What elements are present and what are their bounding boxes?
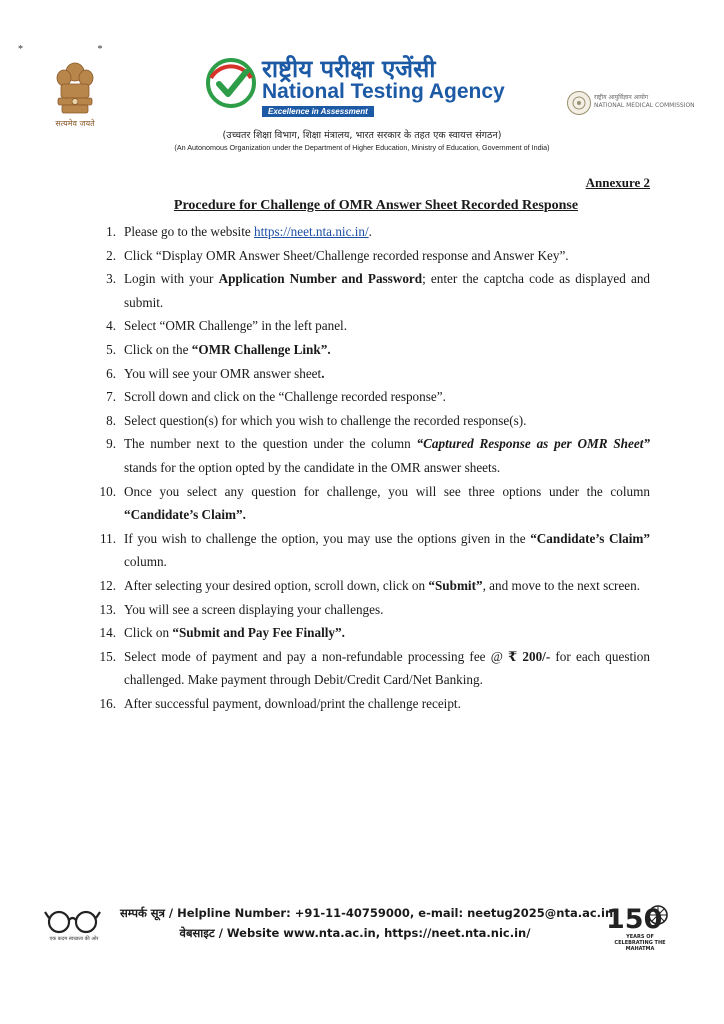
step-item: [94, 338, 650, 362]
scan-marks: * *: [18, 44, 139, 55]
step-text: Select question(s) for which you wish to challenge the recorded response(s).: [124, 412, 527, 428]
step-item: [94, 267, 650, 314]
annexure-label: Annexure 2: [585, 175, 650, 190]
nmc-logo-icon: [566, 90, 592, 116]
step-number: 4.: [106, 318, 116, 334]
step-text: Click “Display OMR Answer Sheet/Challenge recorded response and Answer Key”.: [124, 247, 569, 263]
step-text: ; enter the captcha code as displayed and submit.: [124, 271, 651, 310]
step-text: .: [368, 224, 372, 239]
procedure-title: Procedure for Challenge of OMR Answer Sheet Recorded Response: [173, 198, 579, 213]
step-number: 9.: [106, 436, 116, 452]
step-text: Select “OMR Challenge” in the left panel.: [124, 318, 348, 334]
step-number: 14.: [99, 625, 116, 641]
step-item: [94, 621, 650, 645]
step-emphasis: “Candidate’s Claim”: [530, 530, 651, 546]
agency-name-hindi: राष्ट्रीय परीक्षा एजेंसी: [262, 55, 436, 83]
agency-tagline: Excellence in Assessment: [262, 106, 374, 117]
emblem-caption: सत्यमेव जयते: [55, 119, 95, 128]
step-text: Once you select any question for challenge, you will see three options under the column: [124, 483, 650, 499]
swachh-bharat-caption: एक कदम स्वच्छता की ओर: [49, 936, 99, 942]
step-emphasis: “Candidate’s Claim”.: [124, 507, 246, 523]
subtitle-english: (An Autonomous Organization under the Department of Higher Education, Ministry of Education, Government of India): [174, 143, 550, 152]
step-number: 16.: [99, 695, 116, 711]
step-number: 15.: [99, 648, 116, 664]
step-item: [94, 362, 650, 386]
badge-number: 150: [606, 904, 663, 934]
swachh-bharat-glasses-icon: [44, 906, 102, 940]
step-item: [94, 480, 650, 527]
step-item: [94, 432, 650, 479]
step-emphasis: Application Number and Password: [218, 271, 423, 287]
step-text: After selecting your desired option, scroll down, click on: [124, 577, 429, 593]
step-text: column.: [124, 554, 167, 570]
step-text: If you wish to challenge the option, you may use the options given in the: [124, 530, 531, 546]
step-text: Click on the: [124, 341, 192, 357]
fee-amount: ₹ 200/-: [508, 648, 551, 664]
nta-logo-icon: [206, 58, 256, 108]
step-number: 12.: [99, 577, 116, 593]
step-text: The number next to the question under the column: [124, 436, 417, 452]
step-item: [94, 645, 650, 692]
step-text: After successful payment, download/print the challenge receipt.: [124, 695, 461, 711]
step-number: 3.: [106, 271, 116, 287]
nmc-name: [594, 94, 695, 110]
step-text: You will see a screen displaying your challenges.: [124, 601, 384, 617]
website-link[interactable]: https://neet.nta.nic.in/: [254, 224, 369, 239]
step-item: [94, 527, 650, 574]
subtitle-hindi: (उच्चतर शिक्षा विभाग, शिक्षा मंत्रालय, भारत सरकार के तहत एक स्वायत्त संगठन): [222, 130, 502, 141]
procedure-steps: [94, 220, 650, 715]
step-number: 1.: [106, 224, 116, 239]
step-text: You will see your OMR answer sheet: [124, 365, 322, 381]
step-emphasis: “Captured Response as per OMR Sheet”: [416, 436, 650, 452]
step-item: [94, 244, 650, 268]
gandhi-150-caption: YEARS OF CELEBRATING THE MAHATMA: [614, 934, 666, 952]
step-item: [94, 385, 650, 409]
step-number: 10.: [99, 483, 116, 499]
nmc-name-hindi: राष्ट्रीय आयुर्विज्ञान आयोग: [594, 94, 649, 101]
step-number: 11.: [100, 530, 116, 546]
step-text: Login with your: [124, 271, 219, 287]
step-number: 6.: [106, 365, 116, 381]
step-number: 8.: [106, 412, 116, 428]
step-emphasis: “Submit and Pay Fee Finally”.: [172, 625, 345, 641]
step-number: 5.: [106, 341, 116, 357]
website-info: वेबसाइट / Website www.nta.ac.in, https://neet.nta.nic.in/: [179, 926, 531, 940]
step-text: for each question challenged. Make payment through Debit/Credit Card/Net Banking.: [124, 648, 650, 688]
step-text: Select mode of payment and pay a non-refundable processing fee @: [124, 648, 509, 664]
step-item: [94, 409, 650, 433]
step-text: stands for the option opted by the candidate in the OMR answer sheets.: [124, 459, 501, 475]
step-number: 2.: [106, 247, 116, 263]
step-text: , and move to the next screen.: [482, 577, 641, 593]
step-text: Please go to the website: [124, 224, 255, 239]
agency-name-english: National Testing Agency: [262, 80, 505, 103]
helpline-info: सम्पर्क सूत्र / Helpline Number: +91-11-40759000, e-mail: neetug2025@nta.ac.in: [120, 906, 614, 920]
step-emphasis: .: [321, 365, 325, 381]
step-number: 13.: [99, 601, 116, 617]
step-item: [94, 692, 650, 716]
step-emphasis: “Submit”: [428, 577, 483, 593]
step-item: [94, 314, 650, 338]
step-text: Click on: [124, 625, 173, 641]
step-emphasis: “OMR Challenge Link”.: [191, 341, 331, 357]
step-item: [94, 574, 650, 598]
step-text: Scroll down and click on the “Challenge recorded response”.: [124, 389, 446, 405]
step-item: [94, 598, 650, 622]
nmc-name-english: NATIONAL MEDICAL COMMISSION: [594, 102, 695, 109]
step-number: 7.: [106, 389, 116, 405]
step-item: [94, 220, 650, 244]
